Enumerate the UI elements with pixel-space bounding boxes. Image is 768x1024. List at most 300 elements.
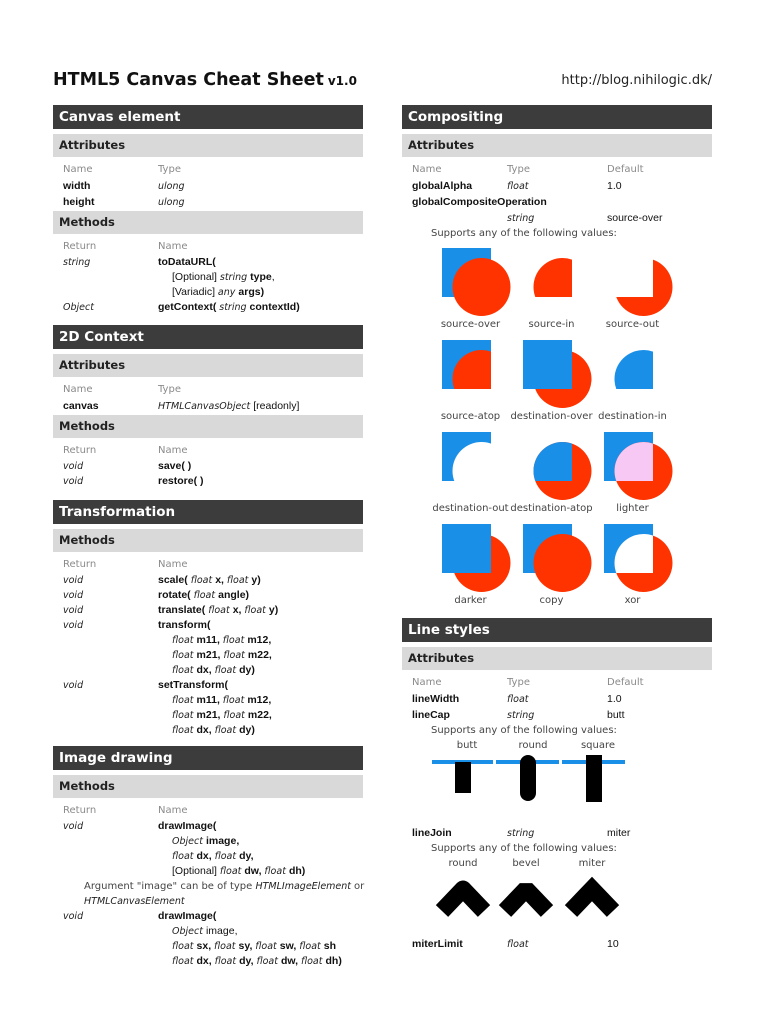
text-segment: void <box>63 590 84 601</box>
section-canvas-element <box>53 105 363 315</box>
methods-list <box>53 234 363 315</box>
supports-text: Supports any of the following values: <box>431 725 617 736</box>
composite-destination-out-illustration <box>430 425 511 500</box>
continuation-line <box>53 270 363 285</box>
text-segment: HTMLImageElement <box>255 881 355 892</box>
table-row <box>53 398 363 414</box>
text-segment: float <box>507 694 529 705</box>
text-segment: void <box>63 461 84 472</box>
column-header: Type <box>507 677 530 688</box>
text-segment: void <box>63 476 84 487</box>
composite-label: source-over <box>440 319 501 330</box>
right-column <box>402 105 712 952</box>
section-header: Line styles <box>402 618 712 642</box>
text-segment: canvas <box>63 400 99 412</box>
table-row <box>53 474 363 489</box>
text-segment: [Variadic] <box>172 286 218 298</box>
option-label: square <box>580 740 616 751</box>
text-segment: scale( <box>158 574 191 586</box>
text-segment: Argument "image" can be of type <box>84 881 256 892</box>
text-segment: args) <box>238 286 265 298</box>
column-headers <box>402 161 712 178</box>
text-segment: Object <box>172 836 206 847</box>
option-label: round <box>448 858 478 869</box>
continuation-line <box>53 924 363 939</box>
text-segment: setTransform( <box>158 679 229 691</box>
subsection-bar-methods: Methods <box>53 415 363 438</box>
section-transformation <box>53 500 363 738</box>
table-cell <box>607 707 625 723</box>
argument-list <box>172 924 237 939</box>
section-2d-context <box>53 325 363 489</box>
table-cell <box>63 300 94 315</box>
text-segment: contextId) <box>249 301 300 313</box>
column-header: Default <box>607 164 644 175</box>
table-cell <box>607 210 662 226</box>
option-labels <box>402 856 712 871</box>
methods-list <box>53 552 363 738</box>
table-cell <box>158 474 204 489</box>
text-segment: or <box>354 881 365 892</box>
column-header: Return <box>63 241 97 252</box>
text-segment: x, <box>215 574 227 586</box>
subsection-bar-methods: Methods <box>53 775 363 798</box>
text-segment: [Optional] <box>172 865 220 877</box>
table-cell <box>507 825 534 842</box>
column-header: Name <box>158 241 188 252</box>
composite-label: source-atop <box>440 411 501 422</box>
text-segment: dx, <box>196 955 215 967</box>
text-segment: sh <box>323 940 337 952</box>
note-line <box>53 879 363 894</box>
table-cell <box>507 707 534 724</box>
table-row <box>402 825 712 841</box>
text-segment: dw, <box>280 955 301 967</box>
composite-copy-illustration <box>511 517 592 592</box>
attributes-list <box>53 157 363 210</box>
text-segment: save( ) <box>158 460 192 472</box>
column-header: Return <box>63 445 97 456</box>
argument-list <box>172 285 264 300</box>
argument-list <box>172 864 305 879</box>
argument-list <box>172 663 255 678</box>
argument-list <box>172 270 275 285</box>
attributes-list <box>402 157 712 609</box>
text-segment: 1.0 <box>607 693 622 705</box>
attributes-list <box>53 377 363 414</box>
table-row <box>53 678 363 693</box>
table-cell <box>412 691 459 707</box>
text-segment: dh) <box>325 955 342 967</box>
table-cell <box>607 825 630 841</box>
text-segment: float <box>172 665 197 676</box>
text-segment: drawImage( <box>158 910 217 922</box>
table-row <box>402 178 712 194</box>
text-segment: x, <box>232 604 245 616</box>
table-row <box>402 210 712 226</box>
text-segment: void <box>63 680 84 691</box>
text-segment: float <box>256 956 281 967</box>
table-cell <box>607 178 622 194</box>
text-segment: dh) <box>288 865 306 877</box>
composite-cell <box>592 241 673 333</box>
text-segment: void <box>63 575 84 586</box>
option-label: miter <box>578 858 606 869</box>
text-segment: 1.0 <box>607 180 622 192</box>
text-segment: float <box>507 181 529 192</box>
table-row <box>53 618 363 633</box>
text-segment: float <box>299 941 324 952</box>
table-row <box>53 255 363 270</box>
table-cell <box>158 678 228 693</box>
column-headers <box>53 161 363 178</box>
text-segment: image, <box>205 925 238 937</box>
text-segment: float <box>222 635 248 646</box>
text-segment: Object <box>172 926 206 937</box>
text-segment: m22, <box>247 649 272 661</box>
continuation-line <box>53 864 363 879</box>
text-segment: dy) <box>239 724 255 736</box>
composite-label: destination-in <box>598 411 667 422</box>
table-row <box>402 691 712 707</box>
supports-text: Supports any of the following values: <box>431 228 617 239</box>
table-cell <box>412 936 463 952</box>
text-segment: y) <box>251 574 261 586</box>
text-segment: void <box>63 911 84 922</box>
composite-label: source-in <box>528 319 575 330</box>
text-segment: Object <box>63 302 94 313</box>
argument-list <box>172 939 336 954</box>
text-segment: float <box>214 941 239 952</box>
subsection-bar-methods: Methods <box>53 529 363 552</box>
column-headers <box>53 442 363 459</box>
column-header: Name <box>63 164 93 175</box>
composite-xor-illustration <box>592 517 673 592</box>
section-header: Image drawing <box>53 746 363 770</box>
supports-note <box>402 226 712 241</box>
argument-list <box>172 954 342 969</box>
composite-cell <box>592 333 673 425</box>
text-segment: m11, <box>196 694 223 706</box>
text-segment: float <box>190 575 216 586</box>
text-segment: float <box>172 956 197 967</box>
text-segment: [Optional] <box>172 271 220 283</box>
table-cell <box>507 691 529 708</box>
subsection-bar-attributes: Attributes <box>402 134 712 157</box>
table-cell <box>63 255 90 270</box>
text-segment: float <box>172 635 197 646</box>
argument-list <box>172 723 255 738</box>
option-label: butt <box>456 740 478 751</box>
text-segment: float <box>214 665 240 676</box>
table-cell <box>63 588 83 603</box>
text-segment: dy) <box>239 664 255 676</box>
composite-label: destination-out <box>432 503 509 514</box>
text-segment: any <box>217 287 239 298</box>
argument-list <box>172 834 239 849</box>
option-label: round <box>518 740 548 751</box>
text-segment: float <box>507 939 529 950</box>
table-cell <box>63 909 83 924</box>
table-cell <box>63 194 95 210</box>
table-cell <box>158 194 185 211</box>
text-segment: float <box>223 650 248 661</box>
text-segment: width <box>63 180 91 192</box>
note-text <box>84 894 185 909</box>
text-segment: sw, <box>279 940 300 952</box>
text-segment: transform( <box>158 619 211 631</box>
table-cell <box>507 936 529 953</box>
section-header: 2D Context <box>53 325 363 349</box>
text-segment: translate( <box>158 604 209 616</box>
site-url: http://blog.nihilogic.dk/ <box>561 73 712 88</box>
line-cap-illustration <box>402 753 712 820</box>
subsection-bar-attributes: Attributes <box>53 134 363 157</box>
table-cell <box>607 691 622 707</box>
table-cell <box>158 819 216 834</box>
table-cell <box>63 678 83 693</box>
text-segment: dx, <box>196 850 215 862</box>
text-segment: dx, <box>196 664 215 676</box>
composite-label: copy <box>539 595 564 606</box>
option-label: bevel <box>512 858 540 869</box>
text-segment: float <box>255 941 280 952</box>
text-segment: lineCap <box>412 709 450 721</box>
option-labels <box>402 738 712 753</box>
text-segment: sy, <box>238 940 256 952</box>
text-segment: string <box>507 710 535 721</box>
section-header: Compositing <box>402 105 712 129</box>
table-cell <box>158 603 278 618</box>
methods-list <box>53 798 363 969</box>
column-header: Name <box>412 164 442 175</box>
column-header: Type <box>507 164 530 175</box>
text-segment: float <box>214 956 240 967</box>
argument-list <box>172 648 272 663</box>
text-segment: ulong <box>158 181 185 192</box>
composite-destination-in-illustration <box>592 333 673 408</box>
attributes-list <box>402 670 712 952</box>
table-cell <box>63 618 83 633</box>
text-segment: [readonly] <box>253 400 300 412</box>
table-cell <box>158 618 211 633</box>
continuation-line <box>53 939 363 954</box>
table-cell <box>63 603 83 618</box>
table-cell <box>158 178 185 195</box>
table-cell <box>63 474 83 489</box>
text-segment: float <box>193 590 219 601</box>
table-row <box>53 603 363 618</box>
text-segment: m12, <box>247 694 272 706</box>
table-row <box>53 459 363 474</box>
text-segment: angle) <box>218 589 250 601</box>
text-segment: void <box>63 605 84 616</box>
text-segment: float <box>172 851 197 862</box>
section-compositing <box>402 105 712 609</box>
title-text: HTML5 Canvas Cheat Sheet <box>53 70 324 90</box>
table-cell <box>412 825 452 841</box>
table-cell <box>158 398 299 415</box>
table-row <box>53 588 363 603</box>
text-segment: type <box>250 271 272 283</box>
composite-label: xor <box>624 595 641 606</box>
composite-source-in-illustration <box>511 241 592 316</box>
text-segment: dx, <box>196 724 215 736</box>
text-segment: float <box>172 650 197 661</box>
table-cell <box>158 909 216 924</box>
text-segment: lineJoin <box>412 827 452 839</box>
column-header: Name <box>412 677 442 688</box>
table-row <box>402 707 712 723</box>
text-segment: HTMLCanvasObject <box>158 401 254 412</box>
text-segment: source-over <box>607 212 663 224</box>
composite-source-out-illustration <box>592 241 673 316</box>
note-text <box>84 879 364 894</box>
text-segment: globalAlpha <box>412 180 473 192</box>
continuation-line <box>53 723 363 738</box>
composite-label: destination-over <box>510 411 593 422</box>
text-segment: string <box>219 272 251 283</box>
table-cell <box>158 588 249 603</box>
text-segment: float <box>214 725 240 736</box>
argument-list <box>172 849 254 864</box>
column-headers <box>53 556 363 573</box>
continuation-line <box>53 849 363 864</box>
table-cell <box>507 178 529 195</box>
text-segment: y) <box>268 604 279 616</box>
text-segment: float <box>226 575 252 586</box>
text-segment: dy, <box>239 955 257 967</box>
table-cell <box>63 819 83 834</box>
table-row <box>402 194 712 210</box>
argument-list <box>172 708 272 723</box>
section-line-styles <box>402 618 712 952</box>
table-row <box>53 194 363 210</box>
text-segment: miterLimit <box>412 938 463 950</box>
text-segment: , <box>271 271 275 283</box>
text-segment: m12, <box>247 634 272 646</box>
text-segment: miter <box>607 827 631 839</box>
table-cell <box>158 573 261 588</box>
text-segment: rotate( <box>158 589 194 601</box>
column-header: Name <box>158 805 188 816</box>
column-header: Default <box>607 677 644 688</box>
text-segment: dw, <box>244 865 265 877</box>
table-cell <box>63 178 90 194</box>
text-segment: m21, <box>196 709 224 721</box>
section-image-drawing <box>53 746 363 969</box>
composite-darker-illustration <box>430 517 511 592</box>
table-row <box>53 819 363 834</box>
text-segment: float <box>208 605 233 616</box>
subsection-bar-methods: Methods <box>53 211 363 234</box>
table-cell <box>507 210 534 227</box>
section-header: Canvas element <box>53 105 363 129</box>
table-cell <box>412 707 450 723</box>
column-header: Return <box>63 805 97 816</box>
table-cell <box>412 178 472 194</box>
column-header: Name <box>63 384 93 395</box>
supports-note <box>402 841 712 856</box>
continuation-line <box>53 633 363 648</box>
subsection-bar-attributes: Attributes <box>53 354 363 377</box>
table-cell <box>158 459 191 474</box>
table-row <box>53 909 363 924</box>
section-header: Transformation <box>53 500 363 524</box>
composite-lighter-illustration <box>592 425 673 500</box>
table-row <box>53 178 363 194</box>
text-segment: string <box>507 828 535 839</box>
text-segment: float <box>264 866 289 877</box>
text-segment: m11, <box>196 634 223 646</box>
table-cell <box>63 573 83 588</box>
text-segment: butt <box>607 709 625 721</box>
continuation-line <box>53 693 363 708</box>
text-segment: string <box>507 213 535 224</box>
text-segment: m22, <box>247 709 272 721</box>
text-segment: globalCompositeOperation <box>412 196 547 208</box>
text-segment: dy, <box>239 850 254 862</box>
table-cell <box>607 936 619 952</box>
column-headers <box>53 238 363 255</box>
text-segment: m21, <box>196 649 224 661</box>
column-headers <box>53 802 363 819</box>
composite-grid <box>430 241 712 609</box>
continuation-line <box>53 285 363 300</box>
text-segment: getContext( <box>158 301 220 313</box>
text-segment: string <box>219 302 250 313</box>
text-segment: float <box>172 710 197 721</box>
column-header: Type <box>158 384 181 395</box>
table-cell <box>63 459 83 474</box>
table-cell <box>63 398 99 414</box>
continuation-line <box>53 834 363 849</box>
text-segment: float <box>244 605 269 616</box>
text-segment: lineWidth <box>412 693 460 705</box>
composite-label: destination-atop <box>510 503 593 514</box>
text-segment: 10 <box>607 938 619 950</box>
column-header: Name <box>158 445 188 456</box>
text-segment: float <box>222 695 248 706</box>
text-segment: float <box>214 851 240 862</box>
table-cell <box>158 300 300 315</box>
table-cell <box>158 255 216 270</box>
continuation-line <box>53 954 363 969</box>
composite-label: source-out <box>605 319 660 330</box>
table-row <box>53 300 363 315</box>
text-segment: float <box>172 725 197 736</box>
text-segment: float <box>172 941 197 952</box>
text-segment: float <box>223 710 248 721</box>
composite-source-atop-illustration <box>430 333 511 408</box>
column-header: Return <box>63 559 97 570</box>
note-line <box>53 894 363 909</box>
table-row <box>53 573 363 588</box>
left-column <box>53 105 363 969</box>
text-segment: ulong <box>158 197 185 208</box>
text-segment: drawImage( <box>158 820 217 832</box>
version-label: v1.0 <box>327 74 357 88</box>
text-segment: restore( ) <box>158 475 204 487</box>
continuation-line <box>53 663 363 678</box>
column-header: Name <box>158 559 188 570</box>
supports-note <box>402 723 712 738</box>
supports-text: Supports any of the following values: <box>431 843 617 854</box>
composite-cell <box>592 517 673 609</box>
composite-label: darker <box>454 595 487 606</box>
composite-destination-over-illustration <box>511 333 592 408</box>
composite-source-over-illustration <box>430 241 511 316</box>
